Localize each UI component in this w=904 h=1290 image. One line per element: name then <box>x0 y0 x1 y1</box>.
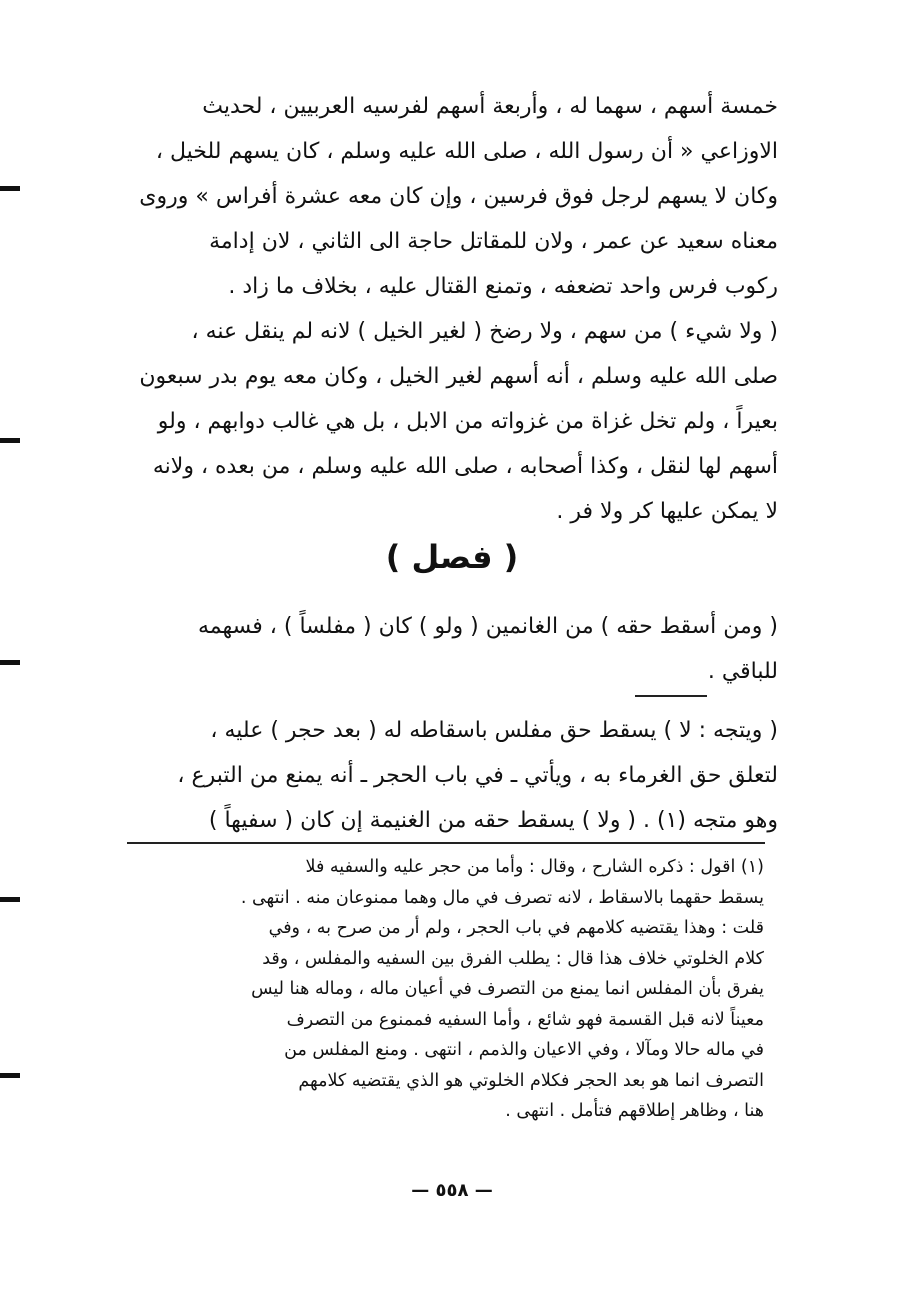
text-line: ( ولا شيء ) من سهم ، ولا رضخ ( لغير الخيل ) لانه لم ينقل عنه ، <box>191 319 778 344</box>
text-line: ركوب فرس واحد تضعفه ، وتمنع القتال عليه ، بخلاف ما زاد . <box>228 274 778 299</box>
text-line: لا يمكن عليها كر ولا فر . <box>556 499 778 524</box>
footnote-line: كلام الخلوتي خلاف هذا قال : يطلب الفرق بين السفيه والمفلس ، وقد <box>262 948 764 969</box>
footnote-line: معيناً لانه قبل القسمة فهو شائع ، وأما السفيه فممنوع من التصرف <box>286 1009 764 1030</box>
footnote-line: (١) اقول : ذكره الشارح ، وقال : وأما من حجر عليه والسفيه فلا <box>305 857 764 877</box>
section-text-continued <box>133 708 778 843</box>
text-line: وهو متجه (١) . ( ولا ) يسقط حقه من الغنيمة إن كان ( سفيهاً ) <box>208 808 778 833</box>
main-text <box>133 84 778 534</box>
margin-mark <box>0 1073 20 1078</box>
footnote-line: هنا ، وظاهر إطلاقهم فتأمل . انتهى . <box>505 1101 764 1121</box>
text-line: ( ويتجه : لا ) يسقط حق مفلس باسقاطه له ( بعد حجر ) عليه ، <box>210 718 778 743</box>
footnote-line: يفرق بأن المفلس انما يمنع من التصرف في أعيان ماله ، وماله هنا ليس <box>251 979 764 999</box>
footnote-line: التصرف انما هو بعد الحجر فكلام الخلوتي هو الذي يقتضيه كلامهم <box>298 1070 764 1091</box>
text-line: معناه سعيد عن عمر ، ولان للمقاتل حاجة الى الثاني ، لان إدامة <box>209 229 778 254</box>
text-line: بعيراً ، ولم تخل غزاة من غزواته من الابل ، بل هي غالب دوابهم ، ولو <box>157 409 778 434</box>
footnote-line: يسقط حقهما بالاسقاط ، لانه تصرف في مال وهما ممنوعان منه . انتهى . <box>240 887 764 908</box>
text-line: للباقي . <box>707 659 778 684</box>
footnote-separator <box>127 842 765 844</box>
margin-mark <box>0 897 20 902</box>
page-number: — ٥٥٨ — <box>411 1180 493 1201</box>
footnote-line: في ماله حالا ومآلا ، وفي الاعيان والذمم ، انتهى . ومنع المفلس من <box>284 1040 764 1060</box>
section-text <box>133 604 778 694</box>
text-line: صلى الله عليه وسلم ، أنه أسهم لغير الخيل ، وكان معه يوم بدر سبعون <box>139 364 778 389</box>
text-line: ( ومن أسقط حقه ) من الغانمين ( ولو ) كان ( مفلساً ) ، فسهمه <box>198 614 778 639</box>
footnote <box>124 852 764 1127</box>
text-line: وكان لا يسهم لرجل فوق فرسين ، وإن كان معه عشرة أفراس » وروى <box>139 184 778 209</box>
text-line: لتعلق حق الغرماء به ، ويأتي ـ في باب الحجر ـ أنه يمنع من التبرع ، <box>177 763 778 788</box>
section-heading: ( فصل ) <box>385 538 519 576</box>
margin-mark <box>0 186 20 191</box>
margin-mark <box>0 438 20 443</box>
margin-mark <box>0 660 20 665</box>
text-line: الاوزاعي « أن رسول الله ، صلى الله عليه وسلم ، كان يسهم للخيل ، <box>155 139 778 164</box>
text-line: خمسة أسهم ، سهما له ، وأربعة أسهم لفرسيه العربيين ، لحديث <box>202 94 778 119</box>
paragraph-separator <box>635 695 707 697</box>
text-line: أسهم لها لنقل ، وكذا أصحابه ، صلى الله عليه وسلم ، من بعده ، ولانه <box>152 454 778 479</box>
footnote-line: قلت : وهذا يقتضيه كلامهم في باب الحجر ، ولم أر من صرح به ، وفي <box>268 918 764 938</box>
